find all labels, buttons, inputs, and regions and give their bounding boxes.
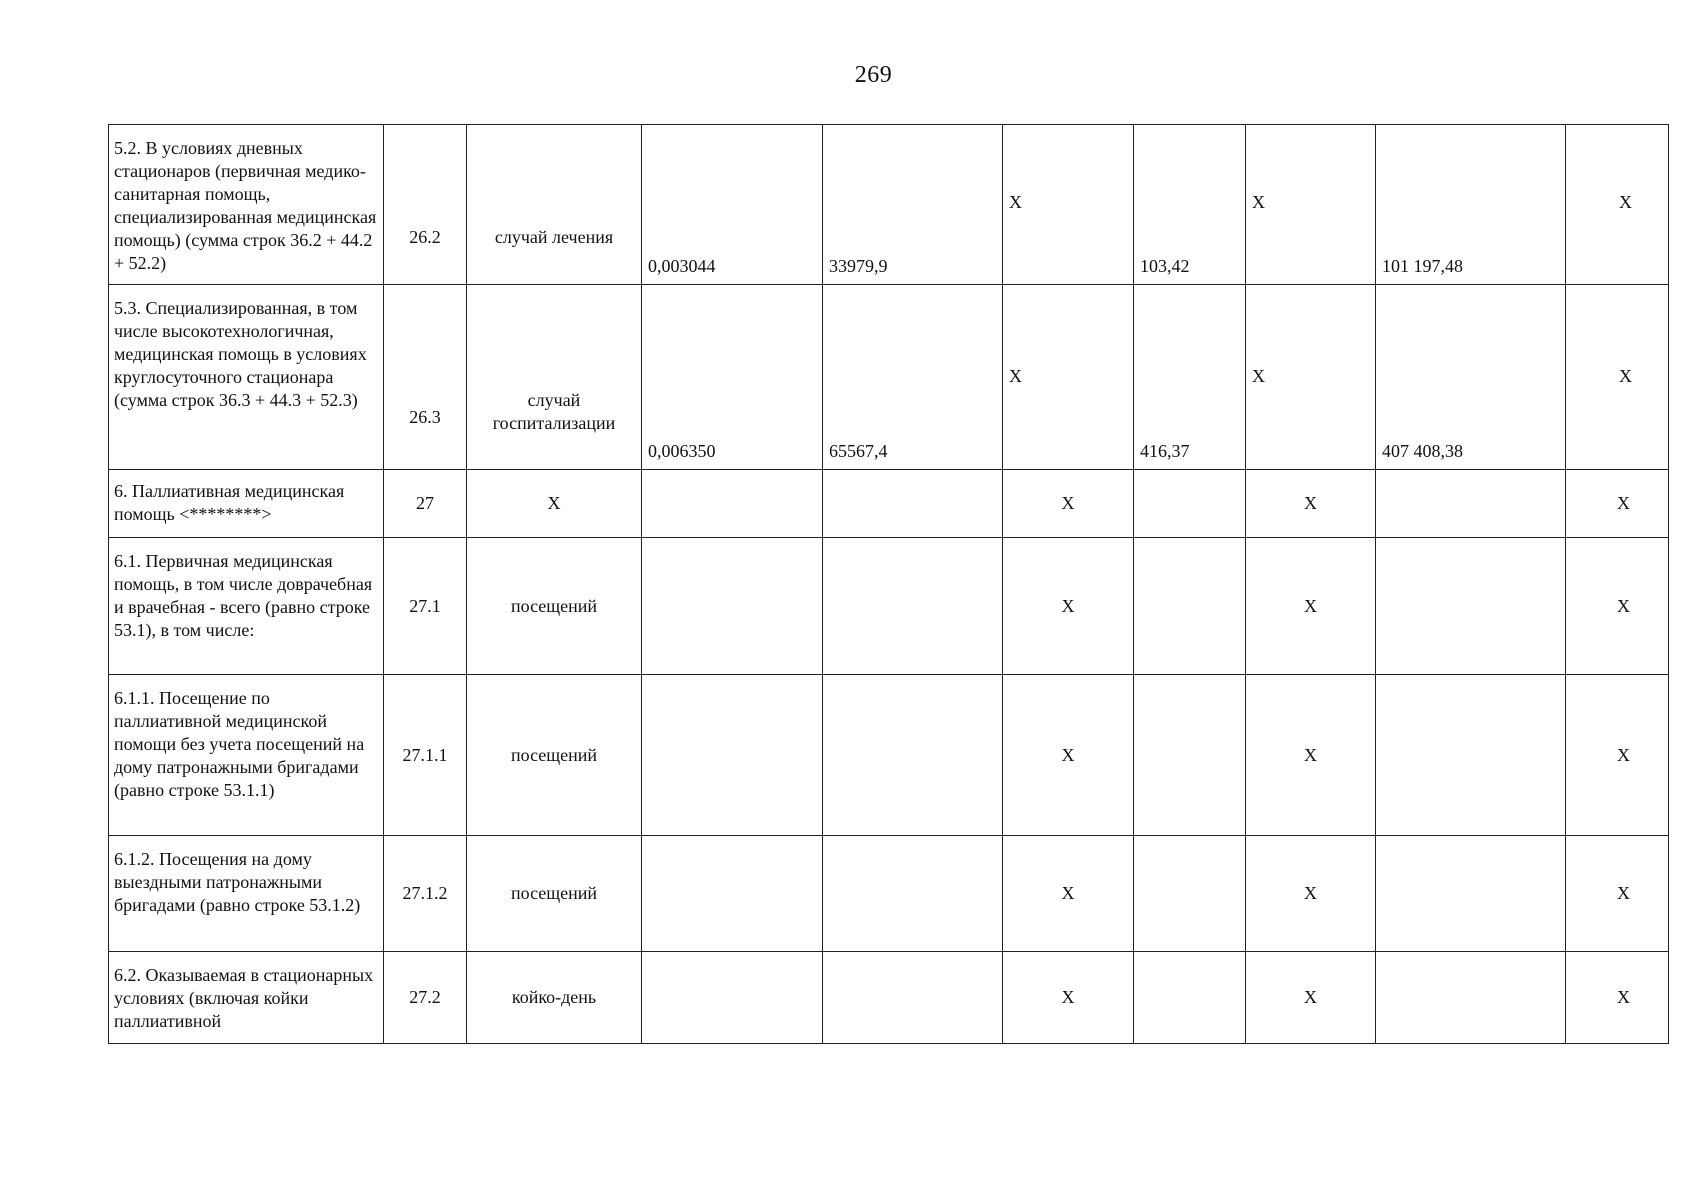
row-value-2 — [823, 675, 1003, 836]
row-name: 5.2. В условиях дневных стационаров (первичная медико-санитарная помощь, специализированная медицинская помощь) (сумма строк 36.2 + 44.2 + 52.2) — [109, 125, 384, 285]
row-code: 27.1.2 — [384, 836, 467, 952]
row-value-1 — [642, 538, 823, 675]
row-value-4 — [1134, 836, 1246, 952]
row-unit: X — [467, 470, 642, 538]
row-value-1: 0,006350 — [642, 285, 823, 470]
row-value-3: X — [1003, 125, 1134, 285]
table-row-6-1-1 — [109, 675, 1669, 836]
row-name: 6.1.1. Посещение по паллиативной медицинской помощи без учета посещений на дому патронажными бригадами (равно строке 53.1.1) — [109, 675, 384, 836]
row-unit: случай госпитализации — [467, 285, 642, 470]
row-code: 27 — [384, 470, 467, 538]
row-name: 6.1.2. Посещения на дому выездными патронажными бригадами (равно строке 53.1.2) — [109, 836, 384, 952]
row-value-7: X — [1566, 675, 1669, 836]
row-value-4 — [1134, 675, 1246, 836]
row-code: 27.1.1 — [384, 675, 467, 836]
row-value-2: 33979,9 — [823, 125, 1003, 285]
row-value-7: X — [1566, 952, 1669, 1044]
row-unit: случай лечения — [467, 125, 642, 285]
row-value-3: X — [1003, 675, 1134, 836]
row-value-6 — [1376, 952, 1566, 1044]
row-value-5: X — [1246, 538, 1376, 675]
row-code: 26.3 — [384, 285, 467, 470]
table-row-5-3 — [109, 285, 1669, 470]
row-value-7: X — [1566, 836, 1669, 952]
row-unit: посещений — [467, 675, 642, 836]
row-value-7: X — [1566, 470, 1669, 538]
row-unit: койко-день — [467, 952, 642, 1044]
row-value-6 — [1376, 836, 1566, 952]
row-value-2 — [823, 470, 1003, 538]
row-value-5: X — [1246, 285, 1376, 470]
row-value-4 — [1134, 952, 1246, 1044]
row-value-2 — [823, 836, 1003, 952]
row-code: 27.1 — [384, 538, 467, 675]
row-value-6: 407 408,38 — [1376, 285, 1566, 470]
row-unit: посещений — [467, 836, 642, 952]
row-value-1 — [642, 470, 823, 538]
row-value-4 — [1134, 538, 1246, 675]
row-value-5: X — [1246, 470, 1376, 538]
row-value-2: 65567,4 — [823, 285, 1003, 470]
row-value-5: X — [1246, 675, 1376, 836]
row-name: 6. Паллиативная медицинская помощь <********> — [109, 470, 384, 538]
table-row-6-1-2 — [109, 836, 1669, 952]
row-name: 6.2. Оказываемая в стационарных условиях (включая койки паллиативной — [109, 952, 384, 1044]
row-code: 26.2 — [384, 125, 467, 285]
row-name: 6.1. Первичная медицинская помощь, в том числе доврачебная и врачебная - всего (равно строке 53.1), в том числе: — [109, 538, 384, 675]
row-value-5: X — [1246, 952, 1376, 1044]
row-value-7: X — [1566, 125, 1669, 285]
row-value-3: X — [1003, 538, 1134, 675]
row-unit: посещений — [467, 538, 642, 675]
row-value-1 — [642, 836, 823, 952]
table-row-5-2 — [109, 125, 1669, 285]
row-value-6: 101 197,48 — [1376, 125, 1566, 285]
table-row-6 — [109, 470, 1669, 538]
row-value-1: 0,003044 — [642, 125, 823, 285]
row-value-4: 103,42 — [1134, 125, 1246, 285]
row-value-3: X — [1003, 952, 1134, 1044]
row-name: 5.3. Специализированная, в том числе высокотехнологичная, медицинская помощь в условиях круглосуточного стационара (сумма строк 36.3 + 44.3 + 52.3) — [109, 285, 384, 470]
row-value-7: X — [1566, 538, 1669, 675]
row-value-6 — [1376, 538, 1566, 675]
row-value-4: 416,37 — [1134, 285, 1246, 470]
row-value-5: X — [1246, 836, 1376, 952]
row-value-3: X — [1003, 285, 1134, 470]
table-row-6-2 — [109, 952, 1669, 1044]
row-value-3: X — [1003, 836, 1134, 952]
data-table — [108, 124, 1669, 1044]
page-number: 269 — [854, 62, 893, 88]
row-value-1 — [642, 675, 823, 836]
table-row-6-1 — [109, 538, 1669, 675]
row-value-2 — [823, 538, 1003, 675]
row-value-6 — [1376, 675, 1566, 836]
row-value-4 — [1134, 470, 1246, 538]
row-code: 27.2 — [384, 952, 467, 1044]
row-value-6 — [1376, 470, 1566, 538]
row-value-1 — [642, 952, 823, 1044]
row-value-3: X — [1003, 470, 1134, 538]
row-value-7: X — [1566, 285, 1669, 470]
row-value-2 — [823, 952, 1003, 1044]
row-value-5: X — [1246, 125, 1376, 285]
